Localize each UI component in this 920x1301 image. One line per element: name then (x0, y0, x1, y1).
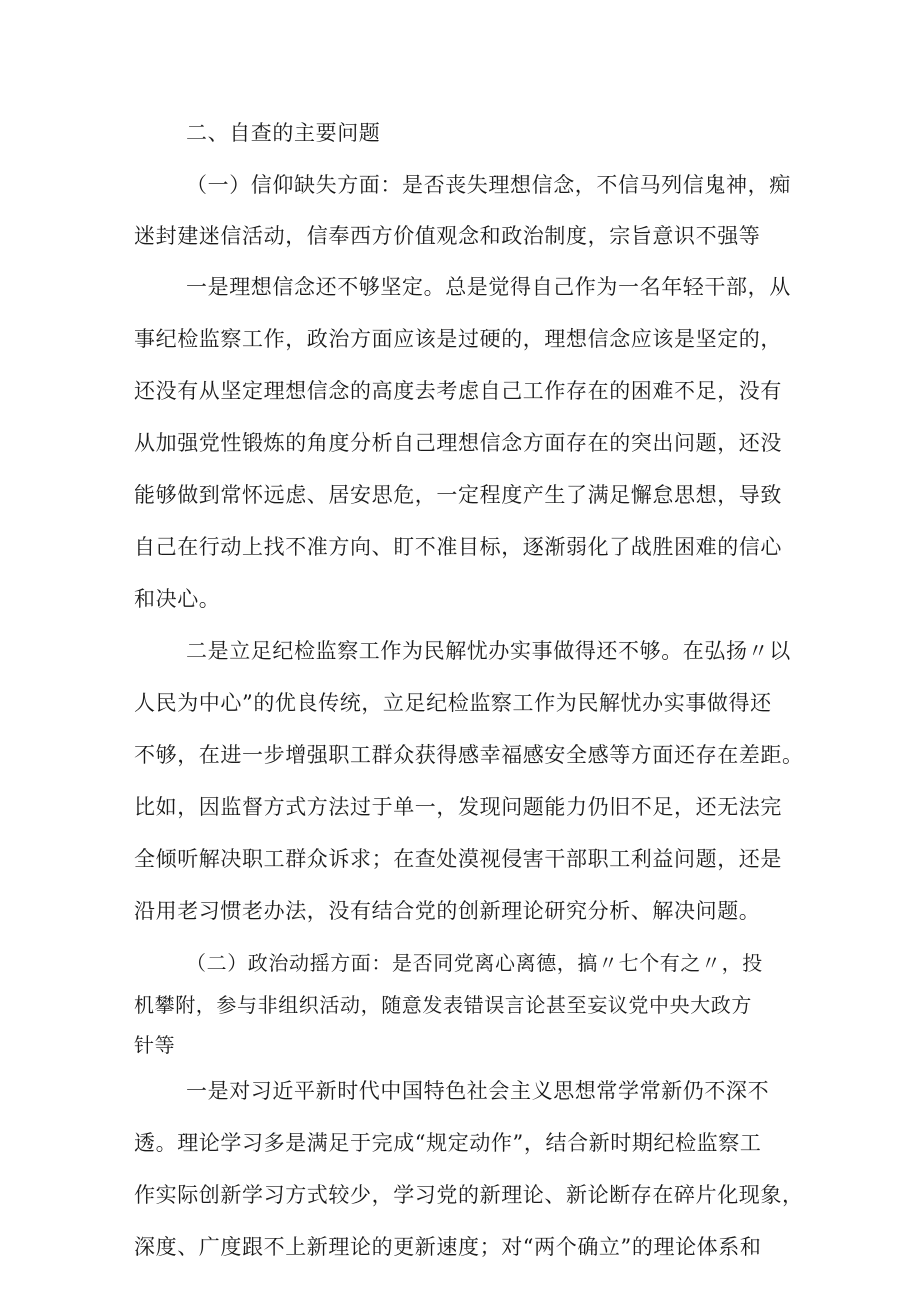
para1-line-4: 从加强党性锻炼的角度分析自己理想信念方面存在的突出问题，还没 (134, 431, 782, 455)
sub1-line-2: 迷封建迷信活动，信奉西方价值观念和政治制度，宗旨意识不强等 (134, 224, 761, 248)
para1-line-5: 能够做到常怀远虑、居安思危，一定程度产生了满足懈怠思想，导致 (134, 483, 782, 507)
para1-line-3: 还没有从坚定理想信念的高度去考虑自己工作存在的困难不足，没有 (134, 379, 782, 403)
sub2-line-3: 针等 (134, 1033, 176, 1057)
para3-line-4: 深度、广度跟不上新理论的更新速度；对“两个确立”的理论体系和 (134, 1235, 762, 1259)
para3-line-1: 一是对习近平新时代中国特色社会主义思想常学常新仍不深不 (186, 1079, 770, 1103)
section-title: 二、自查的主要问题 (186, 121, 381, 145)
para1-line-7: 和决心。 (134, 587, 221, 611)
para2-line-2: 人民为中心”的优良传统，立足纪检监察工作为民解忧办实事做得还 (134, 691, 772, 715)
para2-line-5: 全倾听解决职工群众诉求；在查处漠视侵害干部职工利益问题，还是 (134, 847, 782, 871)
para2-line-3: 不够，在进一步增强职工群众获得感幸福感安全感等方面还存在差距。 (134, 743, 804, 767)
para2-line-1: 二是立足纪检监察工作为民解忧办实事做得还不够。在弘扬〃以 (186, 639, 791, 663)
para3-line-2: 透。理论学习多是满足于完成“规定动作”，结合新时期纪检监察工 (134, 1131, 762, 1155)
para2-line-4: 比如，因监督方式方法过于单一，发现问题能力仍旧不足，还无法完 (134, 795, 782, 819)
sub2-line-1: （二）政治动摇方面：是否同党离心离德，搞〃七个有之〃，投 (186, 951, 763, 975)
sub2-line-2: 机攀附，参与非组织活动，随意发表错误言论甚至妄议党中央大政方 (134, 993, 752, 1017)
para2-line-6: 沿用老习惯老办法，没有结合党的创新理论研究分析、解决问题。 (134, 899, 761, 923)
para3-line-3: 作实际创新学习方式较少，学习党的新理论、新论断存在碎片化现象， (134, 1183, 804, 1207)
para1-line-6: 自己在行动上找不准方向、盯不准目标，逐渐弱化了战胜困难的信心 (134, 535, 782, 559)
sub1-line-1: （一）信仰缺失方面：是否丧失理想信念，不信马列信鬼神，痴 (186, 173, 791, 197)
para1-line-2: 事纪检监察工作，政治方面应该是过硬的，理想信念应该是坚定的， (134, 327, 782, 351)
para1-line-1: 一是理想信念还不够坚定。总是觉得自己作为一名年轻干部，从 (186, 275, 791, 299)
